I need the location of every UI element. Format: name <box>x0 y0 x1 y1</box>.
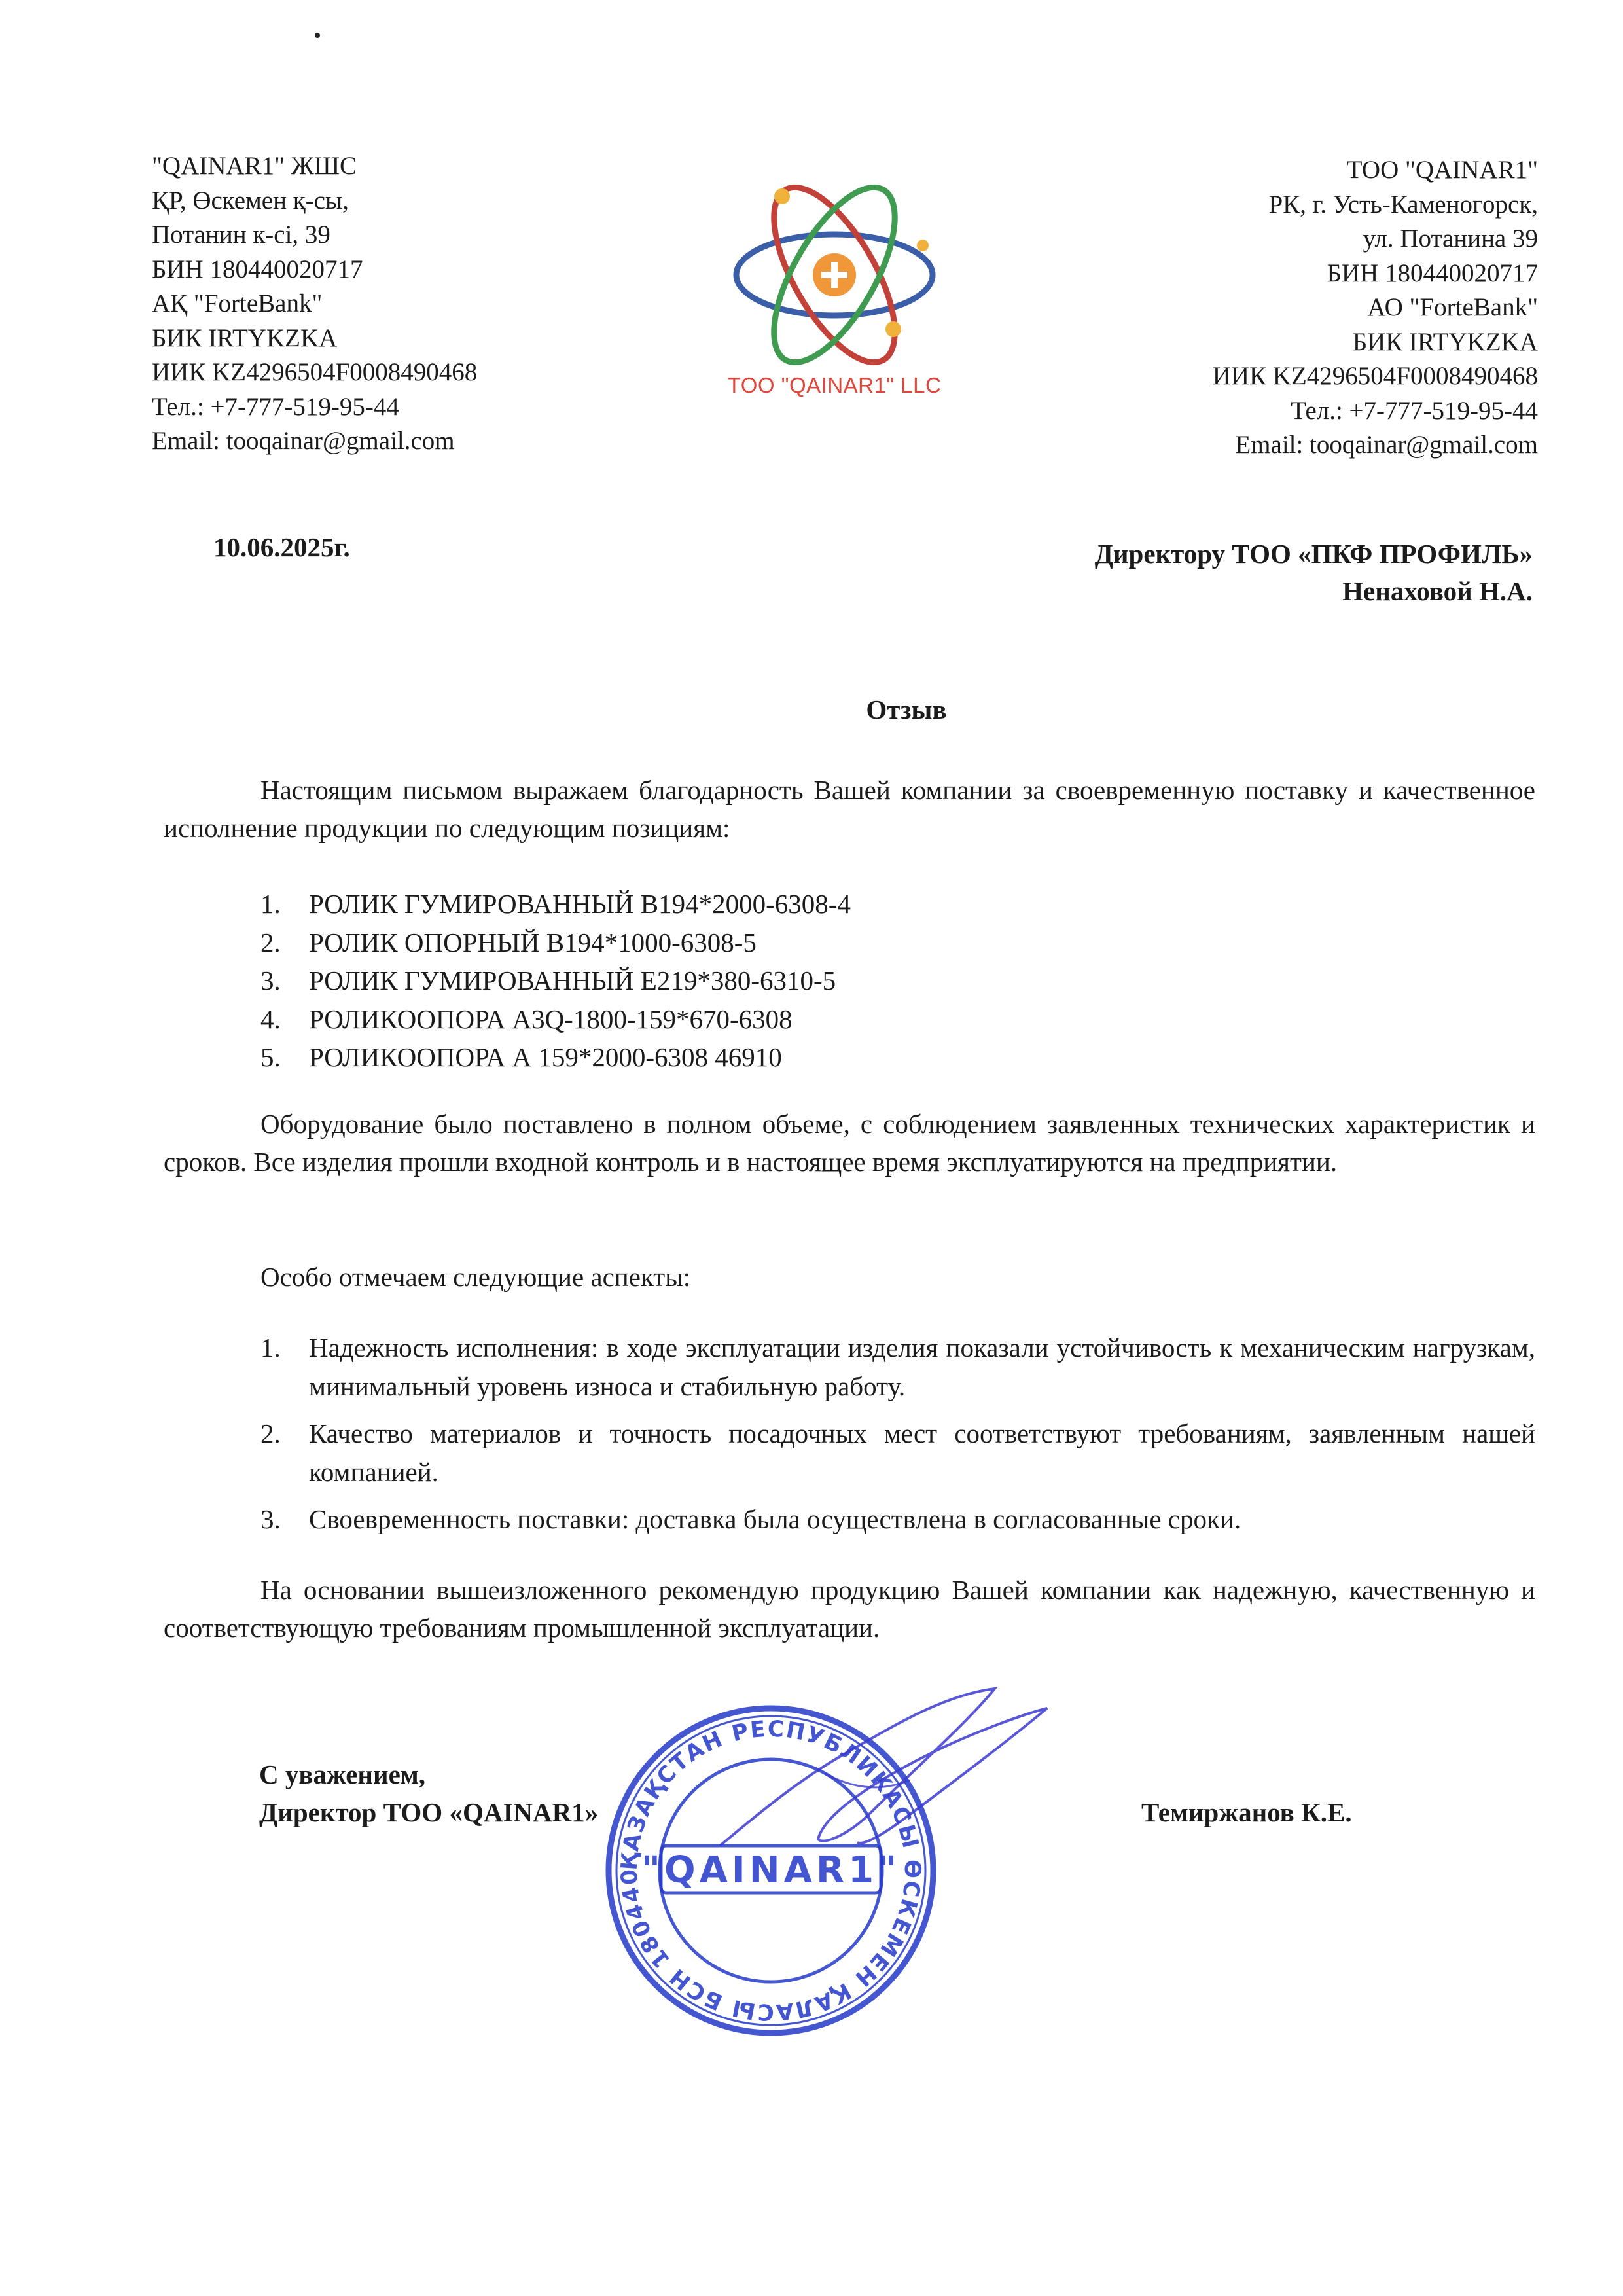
requisite-line: ҚР, Өскемен қ-сы, <box>152 186 349 215</box>
signature-icon <box>628 1682 1060 1878</box>
requisites-kazakh <box>152 149 477 459</box>
list-number: 5. <box>260 1042 281 1072</box>
list-text: Своевременность поставки: доставка была осуществлена в согласованные сроки. <box>309 1504 1241 1534</box>
requisite-line: РК, г. Усть-Каменогорск, <box>1268 190 1538 219</box>
requisite-line: БИК IRTYKZKA <box>1352 327 1538 356</box>
company-logo <box>720 177 949 412</box>
requisite-line: БИН 180440020717 <box>152 255 363 283</box>
closing-greeting: С уважением, <box>259 1759 426 1789</box>
requisite-line: Email: tooqainar@gmail.com <box>152 427 455 455</box>
list-text: РОЛИКООПОРА А 159*2000-6308 46910 <box>309 1042 782 1072</box>
list-item <box>260 924 1535 962</box>
aspects-list <box>260 1329 1535 1539</box>
requisite-line: "QAINAR1" ЖШС <box>152 152 357 180</box>
requisite-line: БИН 180440020717 <box>1327 259 1538 287</box>
requisite-line: Тел.: +7-777-519-95-44 <box>152 392 399 421</box>
requisite-line: АО "ForteBank" <box>1367 293 1538 321</box>
svg-text:ҚАЗАҚСТАН РЕСПУБЛИКАСЫ ӨСКЕМЕН: ҚАЗАҚСТАН РЕСПУБЛИКАСЫ ӨСКЕМЕН ҚАЛАСЫ БСН 180440 <box>616 1715 926 2026</box>
product-list <box>260 885 1535 1077</box>
aspects-intro: Особо отмечаем следующие аспекты: <box>260 1262 691 1292</box>
intro-paragraph: Настоящим письмом выражаем благодарность Вашей компании за своевременную поставку и качественное исполнение продукции по следующим позициям: <box>164 775 1535 843</box>
list-number: 3. <box>260 1504 281 1534</box>
requisites-russian <box>1213 153 1538 463</box>
handwritten-signature <box>628 1682 1060 1878</box>
requisite-line: Email: tooqainar@gmail.com <box>1235 431 1538 459</box>
list-text: Качество материалов и точность посадочных мест соответствуют требованиям, заявленным нашей компанией. <box>309 1418 1535 1487</box>
list-item <box>260 1500 1535 1539</box>
list-number: 1. <box>260 1333 281 1363</box>
closing-block <box>259 1755 598 1831</box>
requisite-line: Потанин к-сі, 39 <box>152 221 330 249</box>
list-text: РОЛИК ГУМИРОВАННЫЙ В194*2000-6308-4 <box>309 889 851 919</box>
requisite-line: ТОО "QAINAR1" <box>1346 156 1538 184</box>
signatory-name: Темиржанов К.Е. <box>1141 1797 1352 1827</box>
requisite-line: Тел.: +7-777-519-95-44 <box>1291 396 1538 425</box>
list-text: РОЛИК ГУМИРОВАННЫЙ Е219*380-6310-5 <box>309 965 836 996</box>
list-item <box>260 1000 1535 1039</box>
logo-caption: TOO "QAINAR1" LLC <box>727 373 942 397</box>
svg-text:"QAINAR1": "QAINAR1" <box>641 1849 901 1892</box>
addressee <box>1095 535 1533 610</box>
requisite-line: ул. Потанина 39 <box>1363 224 1538 253</box>
addressee-name: Ненаховой Н.А. <box>1342 576 1533 606</box>
signatory-position: Директор ТОО «QAINAR1» <box>259 1797 599 1827</box>
list-item <box>260 885 1535 924</box>
list-text: Надежность исполнения: в ходе эксплуатации изделия показали устойчивость к механическим нагрузкам, минимальный уровень износа и стабильную работу. <box>309 1333 1535 1401</box>
conclusion-paragraph: На основании вышеизложенного рекомендую продукцию Вашей компании как надежную, качественную и соответствующую требованиям промышленной эксплуатации. <box>164 1575 1535 1643</box>
document-title: Отзыв <box>866 694 947 725</box>
list-item <box>260 1038 1535 1077</box>
requisite-line: АҚ "ForteBank" <box>152 289 323 317</box>
list-number: 4. <box>260 1003 281 1034</box>
list-number: 1. <box>260 889 281 919</box>
requisite-line: ИИК KZ4296504F0008490468 <box>152 358 478 386</box>
scan-speck <box>315 33 320 38</box>
list-number: 3. <box>260 965 281 996</box>
list-item <box>260 1414 1535 1491</box>
addressee-position: Директору ТОО «ПКФ ПРОФИЛЬ» <box>1094 539 1533 569</box>
list-item <box>260 1329 1535 1405</box>
requisite-line: БИК IRTYKZKA <box>152 323 338 352</box>
list-number: 2. <box>260 1418 281 1448</box>
list-number: 2. <box>260 927 281 958</box>
list-text: РОЛИК ОПОРНЫЙ В194*1000-6308-5 <box>309 927 757 958</box>
requisite-line: ИИК KZ4296504F0008490468 <box>1212 362 1538 390</box>
list-item <box>260 961 1535 1000</box>
list-text: РОЛИКООПОРА А3Q-1800-159*670-6308 <box>309 1003 793 1034</box>
letter-date: 10.06.2025г. <box>213 532 350 562</box>
equipment-paragraph: Оборудование было поставлено в полном объеме, с соблюдением заявленных технических характеристик и сроков. Все изделия прошли входной контроль и в настоящее время эксплуатируются на предприятии. <box>164 1109 1535 1177</box>
